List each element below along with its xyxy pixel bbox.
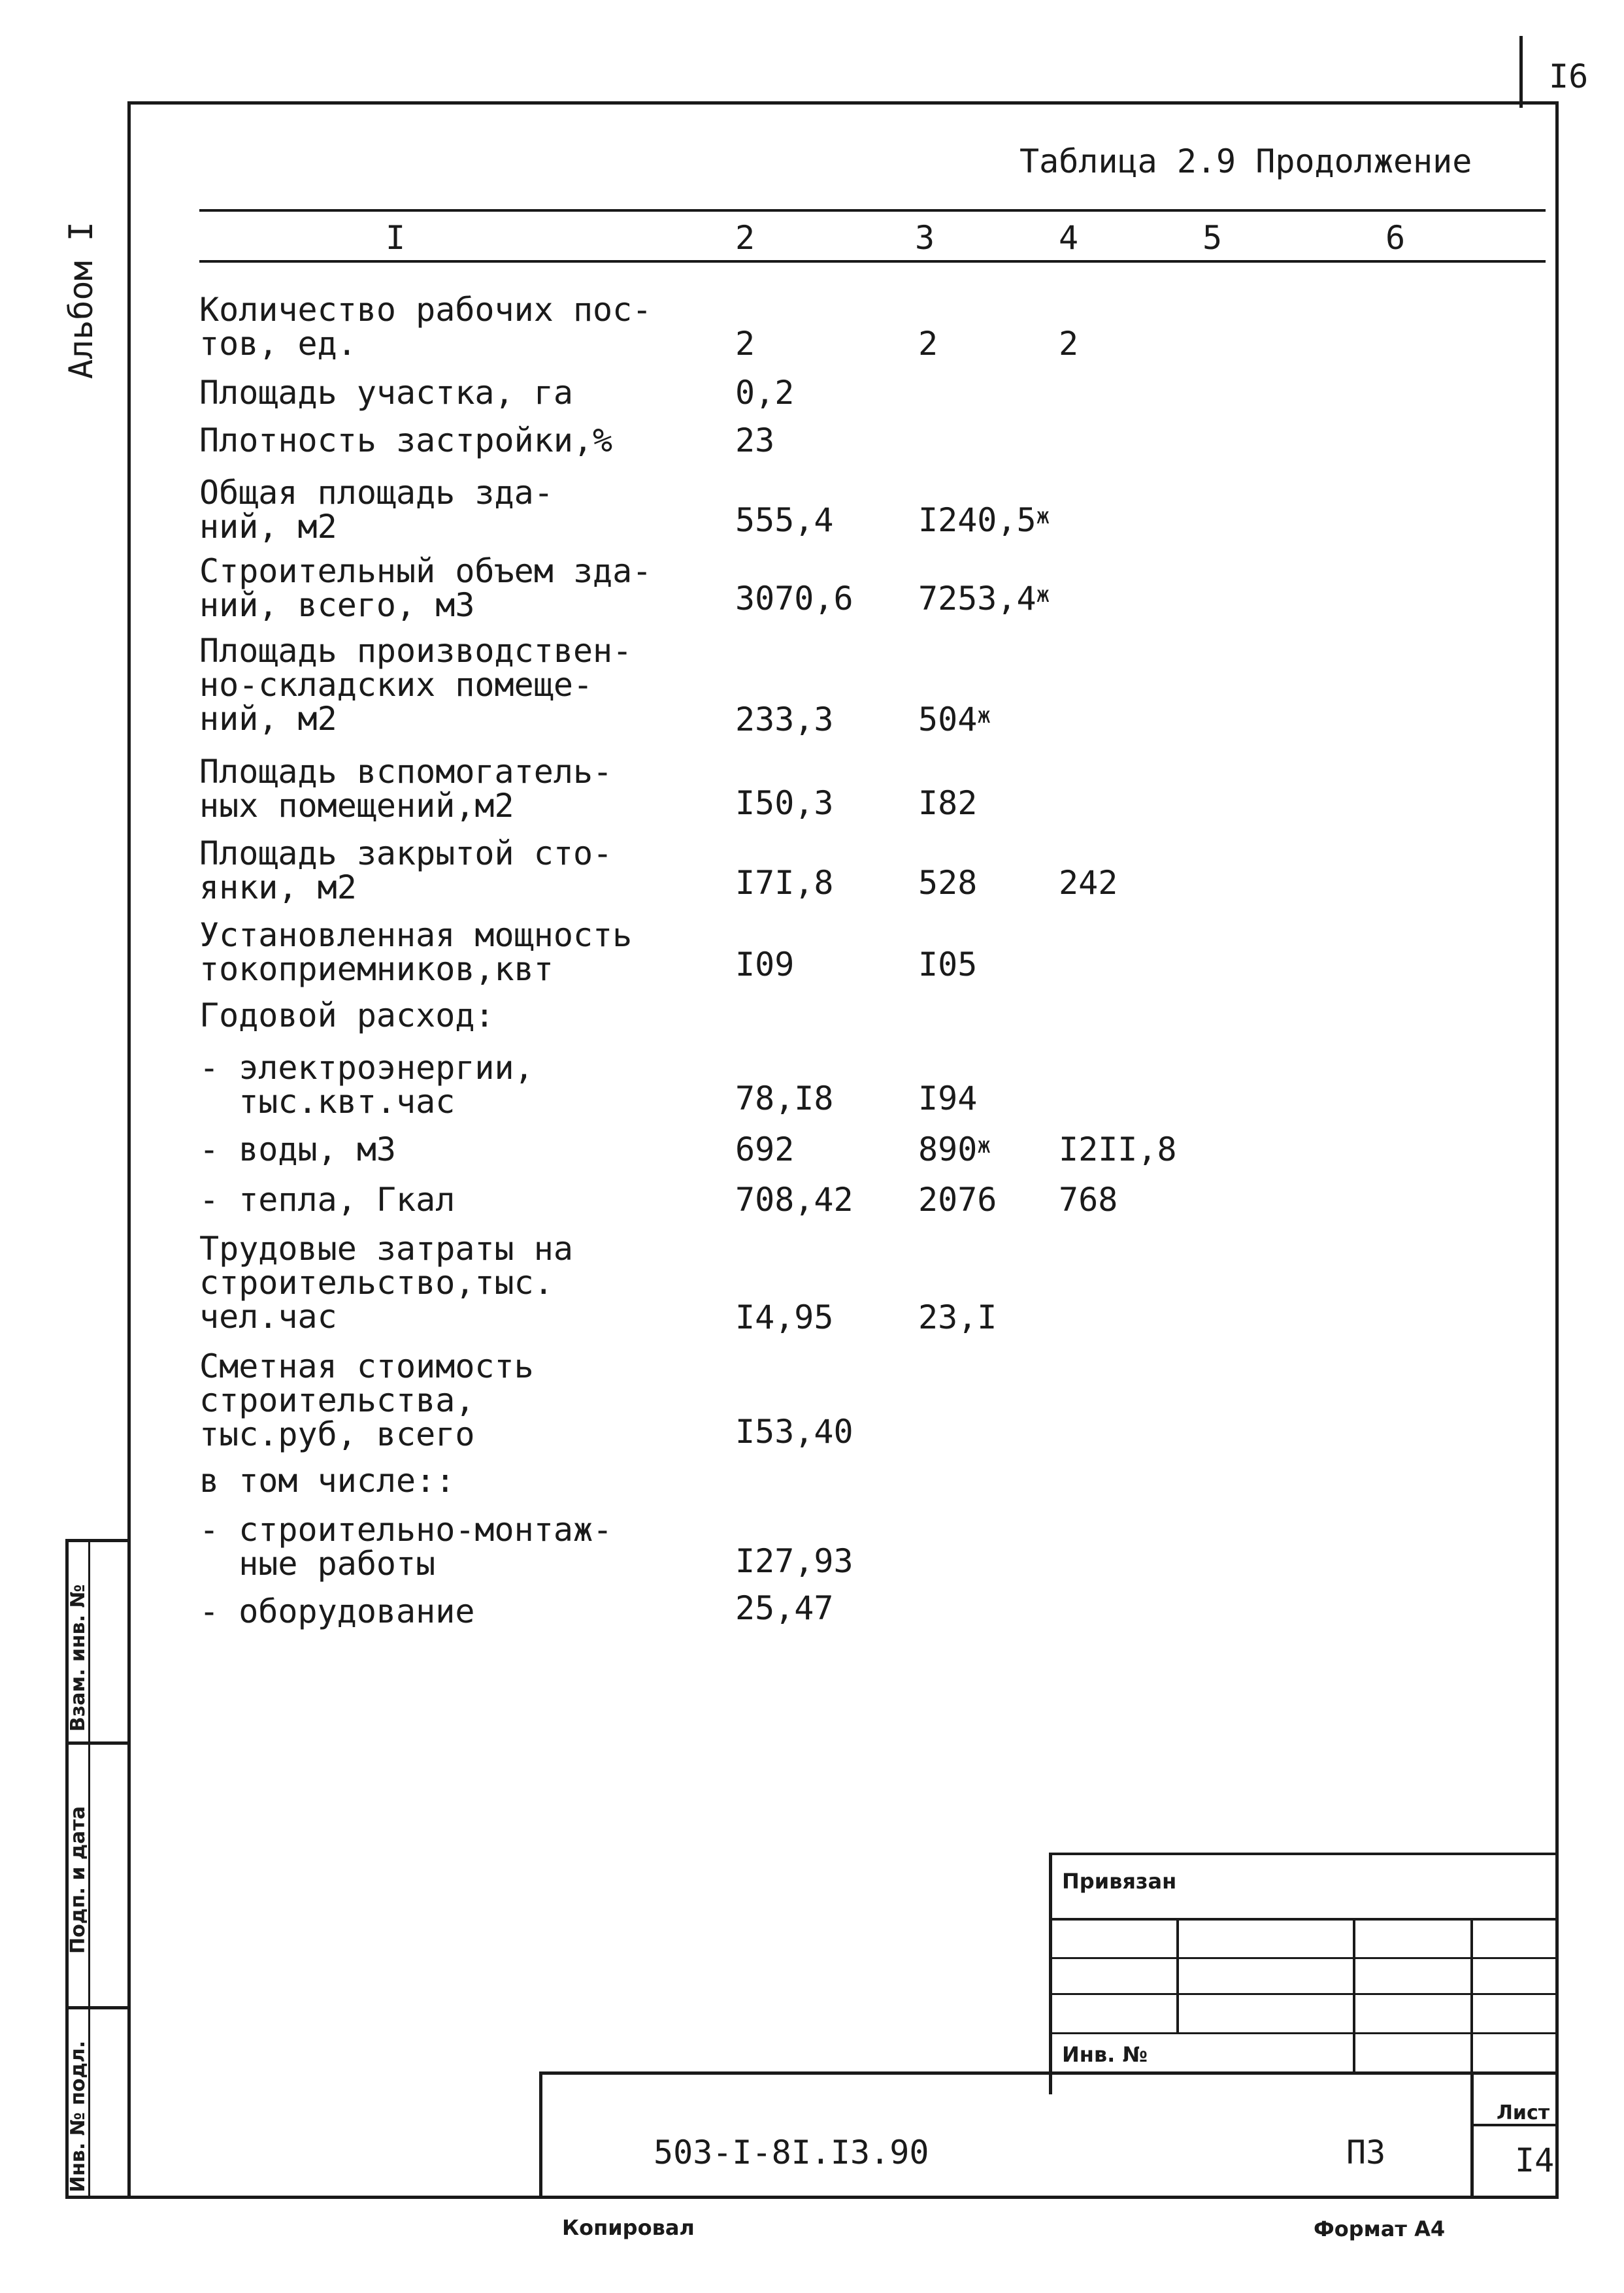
row-value-col2: 25,47 xyxy=(735,1589,834,1627)
row-value-col2: I7I,8 xyxy=(735,864,834,902)
row-label: Площадь участка, га xyxy=(199,374,573,412)
document-section: ПЗ xyxy=(1346,2134,1386,2171)
row-label: - тепла, Гкал xyxy=(199,1181,456,1219)
column-header-1: I xyxy=(386,219,406,257)
row-value-col3: I05 xyxy=(918,946,978,983)
footnote-mark: ж xyxy=(1036,503,1050,529)
page-number: I6 xyxy=(1549,58,1589,95)
row-value-col4: 242 xyxy=(1059,864,1118,902)
row-value-col3: $I240,5^ж$ xyxy=(918,501,1050,539)
sheet-number: I4 xyxy=(1515,2141,1555,2179)
row-value-col3: 2 xyxy=(918,325,938,363)
row-value-col2: 555,4 xyxy=(735,501,834,539)
row-label: Общая площадь зда- ний, м2 xyxy=(199,474,554,546)
table-header-top-rule xyxy=(199,209,1546,212)
frame-left xyxy=(127,101,131,2199)
column-header-2: 2 xyxy=(735,219,755,257)
document-code: 503-I-8I.I3.90 xyxy=(654,2134,929,2171)
row-label: Площадь закрытой сто- янки, м2 xyxy=(199,834,613,906)
footnote-mark: ж xyxy=(977,702,991,729)
row-value-col3: $890^ж$ xyxy=(918,1130,991,1168)
row-value-col4: 2 xyxy=(1059,325,1079,363)
row-value-col3: 528 xyxy=(918,864,978,902)
row-label: Установленная мощность токоприемников,квт xyxy=(199,916,633,988)
row-label: Сметная стоимость строительства, тыс.руб, всего xyxy=(199,1347,534,1453)
row-value-col2: 0,2 xyxy=(735,374,795,412)
row-label: Строительный объем зда- ний, всего, м3 xyxy=(199,552,652,624)
row-value-col3: I82 xyxy=(918,784,978,822)
row-value-col2: I09 xyxy=(735,946,795,983)
column-header-4: 4 xyxy=(1059,219,1079,257)
frame-right xyxy=(1555,101,1559,2199)
column-header-5: 5 xyxy=(1202,219,1223,257)
format-label: Формат А4 xyxy=(1314,2217,1446,2241)
row-label: - электроэнергии, тыс.квт.час xyxy=(199,1049,534,1121)
frame-bottom xyxy=(65,2196,1559,2199)
row-value-col2: 78,I8 xyxy=(735,1080,834,1117)
table-caption: Таблица 2.9 Продолжение xyxy=(1019,142,1472,180)
frame-top xyxy=(127,101,1559,105)
column-header-3: 3 xyxy=(915,219,935,257)
row-value-col3: $7253,4^ж$ xyxy=(918,580,1050,618)
row-label: в том числе:: xyxy=(199,1462,456,1500)
row-value-col2: I53,40 xyxy=(735,1413,853,1451)
row-label: Годовой расход: xyxy=(199,997,495,1034)
stamp-vzam-inv: Взам. инв. № xyxy=(67,1584,90,1732)
album-label: Альбом I xyxy=(62,222,100,379)
row-value-col3: $504^ж$ xyxy=(918,701,991,738)
table-header-bottom-rule xyxy=(199,260,1546,263)
row-label: - воды, м3 xyxy=(199,1130,397,1168)
row-label: Количество рабочих пос- тов, ед. xyxy=(199,291,652,363)
column-header-6: 6 xyxy=(1385,219,1406,257)
row-value-col4: 768 xyxy=(1059,1181,1118,1219)
row-label: Площадь вспомогатель- ных помещений,м2 xyxy=(199,753,613,825)
privyazan-label: Привязан xyxy=(1062,1869,1177,1894)
row-label: Трудовые затраты на строительство,тыс. чел.час xyxy=(199,1230,573,1336)
row-label: - строительно-монтаж- ные работы xyxy=(199,1511,613,1583)
row-label: Плотность застройки,% xyxy=(199,421,613,459)
row-value-col4: I2II,8 xyxy=(1059,1130,1177,1168)
row-value-col2: I4,95 xyxy=(735,1298,834,1336)
row-value-col2: 23 xyxy=(735,421,775,459)
row-value-col2: 2 xyxy=(735,325,755,363)
footnote-mark: ж xyxy=(1036,582,1050,608)
row-value-col3: I94 xyxy=(918,1080,978,1117)
row-value-col3: 2076 xyxy=(918,1181,997,1219)
stamp-podp-data: Подп. и дата xyxy=(67,1806,90,1954)
row-value-col2: I50,3 xyxy=(735,784,834,822)
sheet-label: Лист xyxy=(1497,2102,1550,2124)
row-value-col2: I27,93 xyxy=(735,1542,853,1580)
footnote-mark: ж xyxy=(977,1132,991,1159)
row-label: Площадь производствен- но-складских помеще- ний, м2 xyxy=(199,632,633,738)
row-label: - оборудование xyxy=(199,1592,475,1630)
row-value-col2: 692 xyxy=(735,1130,795,1168)
copied-label: Копировал xyxy=(562,2215,695,2240)
row-value-col2: 3070,6 xyxy=(735,580,853,618)
stamp-inv-podl: Инв. № подл. xyxy=(67,2040,90,2192)
inv-no-label: Инв. № xyxy=(1062,2042,1148,2067)
row-value-col3: 23,I xyxy=(918,1298,997,1336)
row-value-col2: 708,42 xyxy=(735,1181,853,1219)
row-value-col2: 233,3 xyxy=(735,701,834,738)
